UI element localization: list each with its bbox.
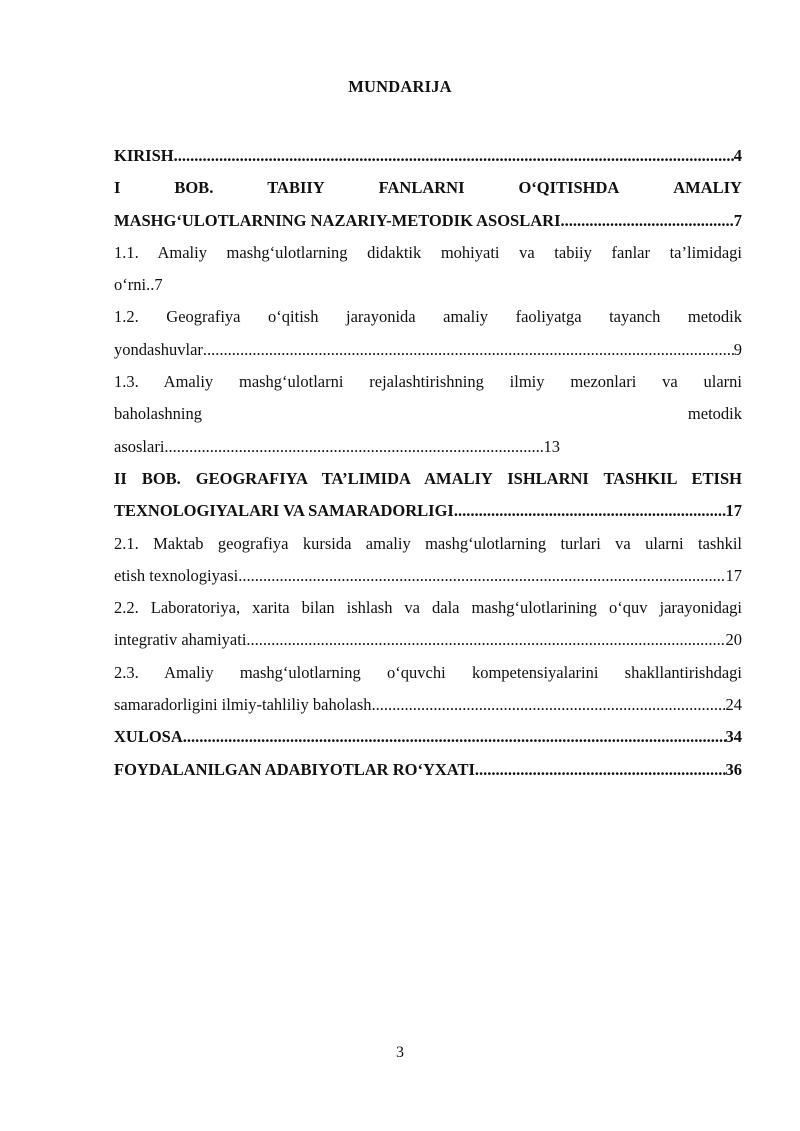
toc-entry-label: integrativ ahamiyati [114,630,247,650]
toc-entry-line: o‘rni..7 [114,275,163,295]
toc-word: BOB. [174,178,214,198]
toc-entry-line [114,398,742,430]
dot-leader [174,140,734,172]
toc-entry-label: asoslari [114,436,165,456]
toc-page-number: 13 [543,436,560,456]
toc-page-number: 36 [725,759,742,779]
toc-entry-label: MASHG‘ULOTLARNING NAZARIY-METODIK ASOSLARI [114,210,561,230]
toc-entry-label: KIRISH [114,146,174,165]
toc-page-number: 7 [733,210,742,230]
toc-entry-line: 1.2. Geografiya o‘qitish jarayonida amaliy faoliyatga tayanch metodik [114,307,742,327]
page-number: 3 [396,1044,404,1061]
toc-entry-line: 2.3. Amaliy mashg‘ulotlarning o‘quvchi kompetensiyalarini shakllantirishdagi [114,662,742,682]
toc-entry-chapter-2[interactable] [114,463,742,528]
toc-entry-line [114,495,742,527]
table-of-contents [114,140,742,786]
toc-entry-line [114,431,560,463]
toc-entry-label: XULOSA [114,727,183,747]
dot-leader [454,495,726,527]
toc-word: baholashning [114,404,202,424]
dot-leader [561,205,734,237]
toc-entry-section-2-2[interactable] [114,592,742,657]
toc-page-number: 4 [733,146,742,165]
toc-word: FANLARNI [378,178,465,198]
toc-entry-label: yondashuvlar [114,339,203,359]
dot-leader [164,431,543,463]
toc-entry-label: samaradorligini ilmiy-tahliliy baholash [114,695,372,715]
toc-page-number: 17 [725,501,742,521]
toc-page-number: 24 [725,695,742,715]
toc-entry-section-1-2[interactable] [114,301,742,366]
toc-entry-line [114,334,742,366]
dot-leader [246,624,725,656]
toc-entry-section-2-1[interactable] [114,528,742,593]
toc-entry-line [114,560,742,592]
toc-entry-chapter-1[interactable] [114,172,742,237]
toc-page-number: 17 [725,565,742,585]
toc-entry-line [114,172,742,204]
toc-word: AMALIY [673,178,742,198]
toc-page-number: 9 [733,339,742,359]
toc-entry-line: 2.2. Laboratoriya, xarita bilan ishlash va dala mashg‘ulotlarining o‘quv jarayonidagi [114,598,742,618]
dot-leader [372,689,726,721]
toc-entry-adabiyotlar[interactable] [114,754,742,786]
toc-entry-line [114,624,742,656]
toc-entry-label: TEXNOLOGIYALARI VA SAMARADORLIGI [114,501,454,521]
toc-page-number: 20 [725,630,742,650]
dot-leader [238,560,725,592]
toc-page-number: 34 [725,727,742,747]
toc-entry-label: etish texnologiyasi [114,565,239,585]
toc-entry-section-1-1[interactable] [114,237,742,302]
toc-entry-line: II BOB. GEOGRAFIYA TA’LIMIDA AMALIY ISHLARNI TASHKIL ETISH [114,468,742,488]
toc-entry-section-2-3[interactable] [114,657,742,722]
toc-entry-line: 2.1. Maktab geografiya kursida amaliy mashg‘ulotlarning turlari va ularni tashkil [114,533,742,553]
toc-word: metodik [687,404,742,424]
toc-word: TABIIY [267,178,325,198]
toc-word: O‘QITISHDA [518,178,620,198]
toc-entry-line: 1.1. Amaliy mashg‘ulotlarning didaktik mohiyati va tabiiy fanlar ta’limidagi [114,242,742,262]
toc-entry-label: FOYDALANILGAN ADABIYOTLAR RO‘YXATI [114,759,475,779]
toc-word: I [114,178,121,198]
dot-leader [183,721,726,753]
toc-entry-line [114,205,742,237]
dot-leader [203,334,734,366]
dot-leader [475,754,726,786]
toc-entry-xulosa[interactable] [114,721,742,753]
toc-entry-section-1-3[interactable] [114,366,742,463]
toc-entry-line [114,689,742,721]
toc-title: MUNDARIJA [348,77,452,96]
toc-entry-kirish[interactable] [114,140,742,172]
toc-entry-line: 1.3. Amaliy mashg‘ulotlarni rejalashtirishning ilmiy mezonlari va ularni [114,372,742,392]
